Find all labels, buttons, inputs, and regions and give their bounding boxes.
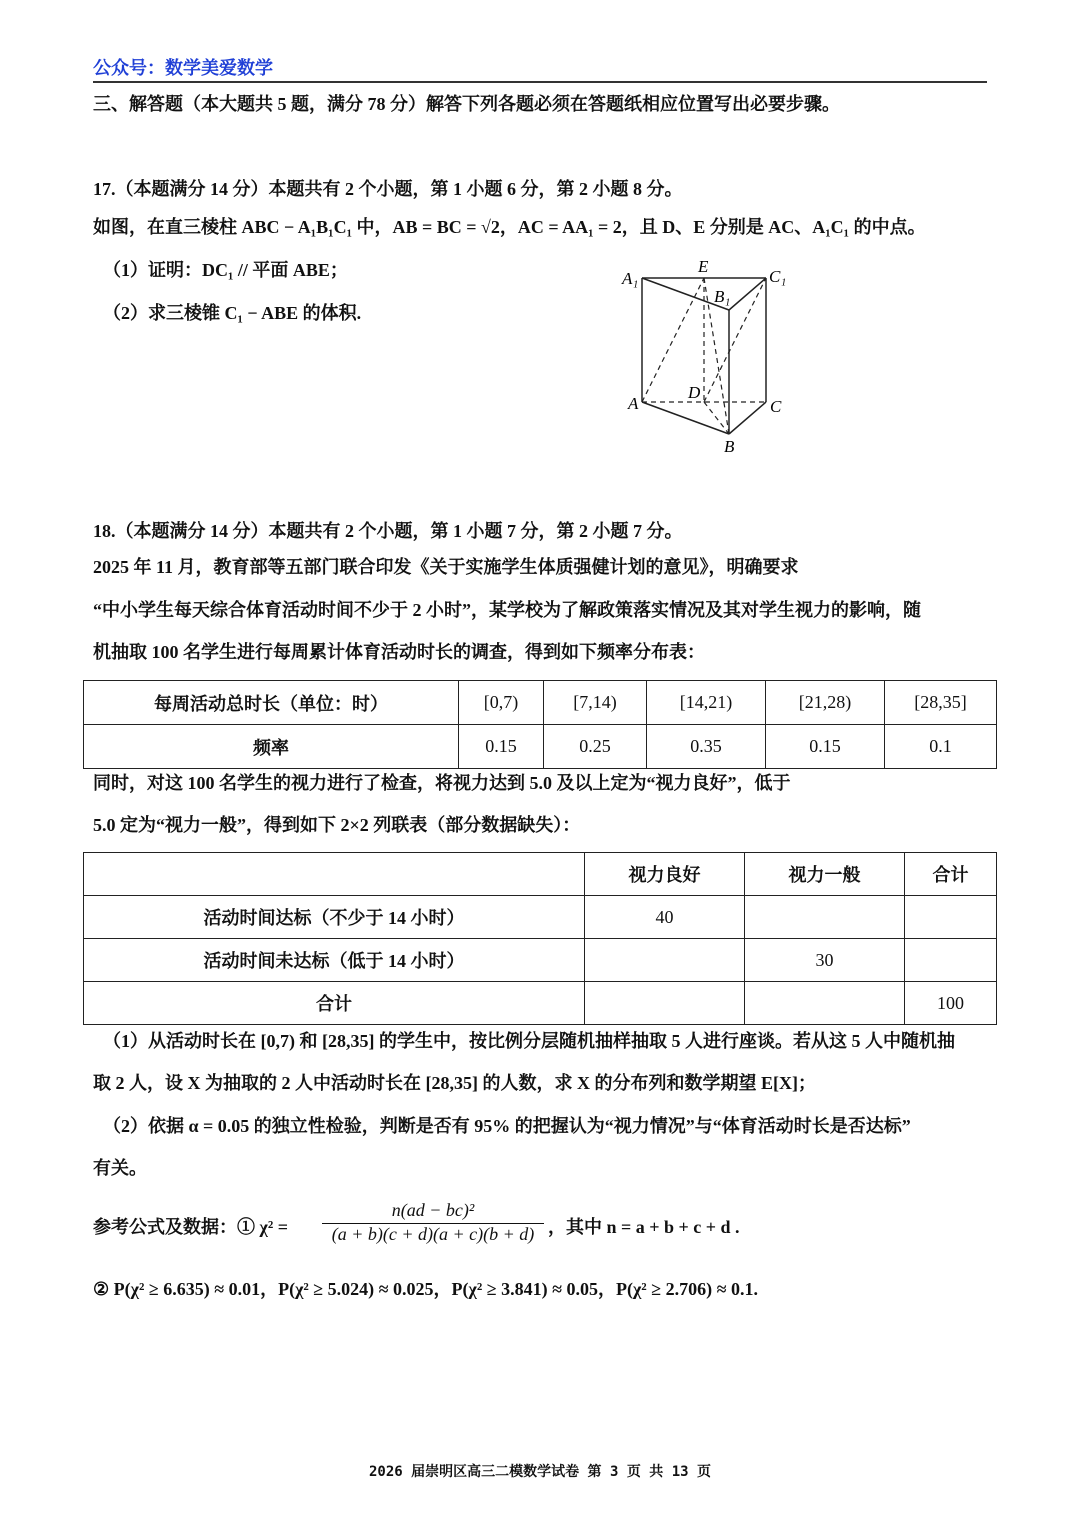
- q17-stem: 如图，在直三棱柱 ABC − A₁B₁C₁ 中，AB = BC = √2，AC = AA₁ = 2，且 D、E 分别是 AC、A₁C₁ 的中点。: [93, 217, 926, 237]
- label-A: A: [628, 394, 639, 413]
- table-row: [84, 982, 997, 1025]
- value-cell: 0.15: [766, 725, 885, 769]
- q17-title: 17.（本题满分 14 分）本题共有 2 个小题，第 1 小题 6 分，第 2 小题 8 分。: [93, 179, 683, 199]
- table-row: [84, 939, 997, 982]
- reference-data: ② P(χ² ≥ 6.635) ≈ 0.01，P(χ² ≥ 5.024) ≈ 0.025，P(χ² ≥ 3.841) ≈ 0.05，P(χ² ≥ 2.706) ≈ 0.1.: [93, 1279, 758, 1299]
- interval-cell: [14,21): [647, 681, 766, 725]
- row-label-cell: 频率: [84, 725, 459, 769]
- label-A1: A₁: [622, 269, 639, 288]
- value-cell: 40: [585, 896, 745, 939]
- value-cell: 30: [745, 939, 905, 982]
- q18-part1-a: （1）从活动时长在 [0,7) 和 [28,35] 的学生中，按比例分层随机抽样抽取 5 人进行座谈。若从这 5 人中随机抽: [103, 1031, 955, 1051]
- q18-line3: 机抽取 100 名学生进行每周累计体育活动时长的调查，得到如下频率分布表：: [93, 642, 705, 662]
- value-cell: [585, 939, 745, 982]
- header-rule: [93, 81, 987, 83]
- q18-line4: 同时，对这 100 名学生的视力进行了检查，将视力达到 5.0 及以上定为“视力良好”，低于: [93, 773, 791, 793]
- solid-edges: [642, 278, 766, 434]
- contingency-table: [83, 852, 997, 1025]
- value-cell: [905, 939, 997, 982]
- label-B: B: [724, 437, 735, 456]
- fraction-numerator: n(ad − bc)²: [322, 1200, 544, 1224]
- value-cell: [905, 896, 997, 939]
- label-B1: B₁: [714, 287, 731, 306]
- value-cell: 0.1: [885, 725, 997, 769]
- interval-cell: [28,35]: [885, 681, 997, 725]
- row-label-cell: 活动时间未达标（低于 14 小时）: [84, 939, 585, 982]
- q18-part1-b: 取 2 人，设 X 为抽取的 2 人中活动时长在 [28,35] 的人数，求 X 的分布列和数学期望 E[X]；: [93, 1073, 816, 1093]
- interval-cell: [7,14): [544, 681, 647, 725]
- chi-square-fraction: [322, 1200, 544, 1245]
- section-title: 三、解答题（本大题共 5 题，满分 78 分）解答下列各题必须在答题纸相应位置写出必要步骤。: [93, 94, 840, 114]
- q18-line5: 5.0 定为“视力一般”，得到如下 2×2 列联表（部分数据缺失）：: [93, 815, 581, 835]
- value-cell: [745, 982, 905, 1025]
- q18-line2: “中小学生每天综合体育活动时间不少于 2 小时”，某学校为了解政策落实情况及其对学生视力的影响，随: [93, 600, 921, 620]
- interval-cell: [21,28): [766, 681, 885, 725]
- q17-part1: （1）证明：DC₁ // 平面 ABE；: [103, 260, 348, 280]
- q18-part2-b: 有关。: [93, 1158, 147, 1178]
- label-C1: C₁: [769, 267, 787, 286]
- value-cell: [745, 896, 905, 939]
- label-C: C: [770, 397, 782, 416]
- header-cell: 视力一般: [745, 853, 905, 896]
- header-cell: [84, 853, 585, 896]
- value-cell: 0.35: [647, 725, 766, 769]
- row-label-cell: 活动时间达标（不少于 14 小时）: [84, 896, 585, 939]
- page-footer: 2026 届崇明区高三二模数学试卷 第 3 页 共 13 页: [368, 1464, 711, 1480]
- table-row: [84, 681, 997, 725]
- interval-cell: [0,7): [459, 681, 544, 725]
- value-cell: 100: [905, 982, 997, 1025]
- frequency-table: [83, 680, 997, 769]
- value-cell: 0.15: [459, 725, 544, 769]
- source-header: 公众号：数学美爱数学: [93, 58, 273, 79]
- value-cell: 0.25: [544, 725, 647, 769]
- table-row: [84, 853, 997, 896]
- table-row: [84, 896, 997, 939]
- header-cell: 视力良好: [585, 853, 745, 896]
- value-cell: [585, 982, 745, 1025]
- q17-part2: （2）求三棱锥 C₁ − ABE 的体积.: [103, 303, 362, 323]
- table-row: [84, 725, 997, 769]
- q18-line1: 2025 年 11 月，教育部等五部门联合印发《关于实施学生体质强健计划的意见》，明确要求: [93, 557, 799, 577]
- header-cell: 每周活动总时长（单位：时）: [84, 681, 459, 725]
- reference-label: 参考公式及数据：① χ² =: [93, 1217, 288, 1237]
- fraction-denominator: (a + b)(c + d)(a + c)(b + d): [331, 1224, 535, 1244]
- row-label-cell: 合计: [84, 982, 585, 1025]
- q18-title: 18.（本题满分 14 分）本题共有 2 个小题，第 1 小题 7 分，第 2 小题 7 分。: [93, 521, 683, 541]
- label-D: D: [688, 383, 701, 402]
- header-cell: 合计: [905, 853, 997, 896]
- formula-tail: ，其中 n = a + b + c + d .: [548, 1217, 740, 1237]
- prism-figure: [600, 250, 800, 460]
- q18-part2-a: （2）依据 α = 0.05 的独立性检验，判断是否有 95% 的把握认为“视力情况”与“体育活动时长是否达标”: [103, 1116, 911, 1136]
- label-E: E: [698, 257, 709, 276]
